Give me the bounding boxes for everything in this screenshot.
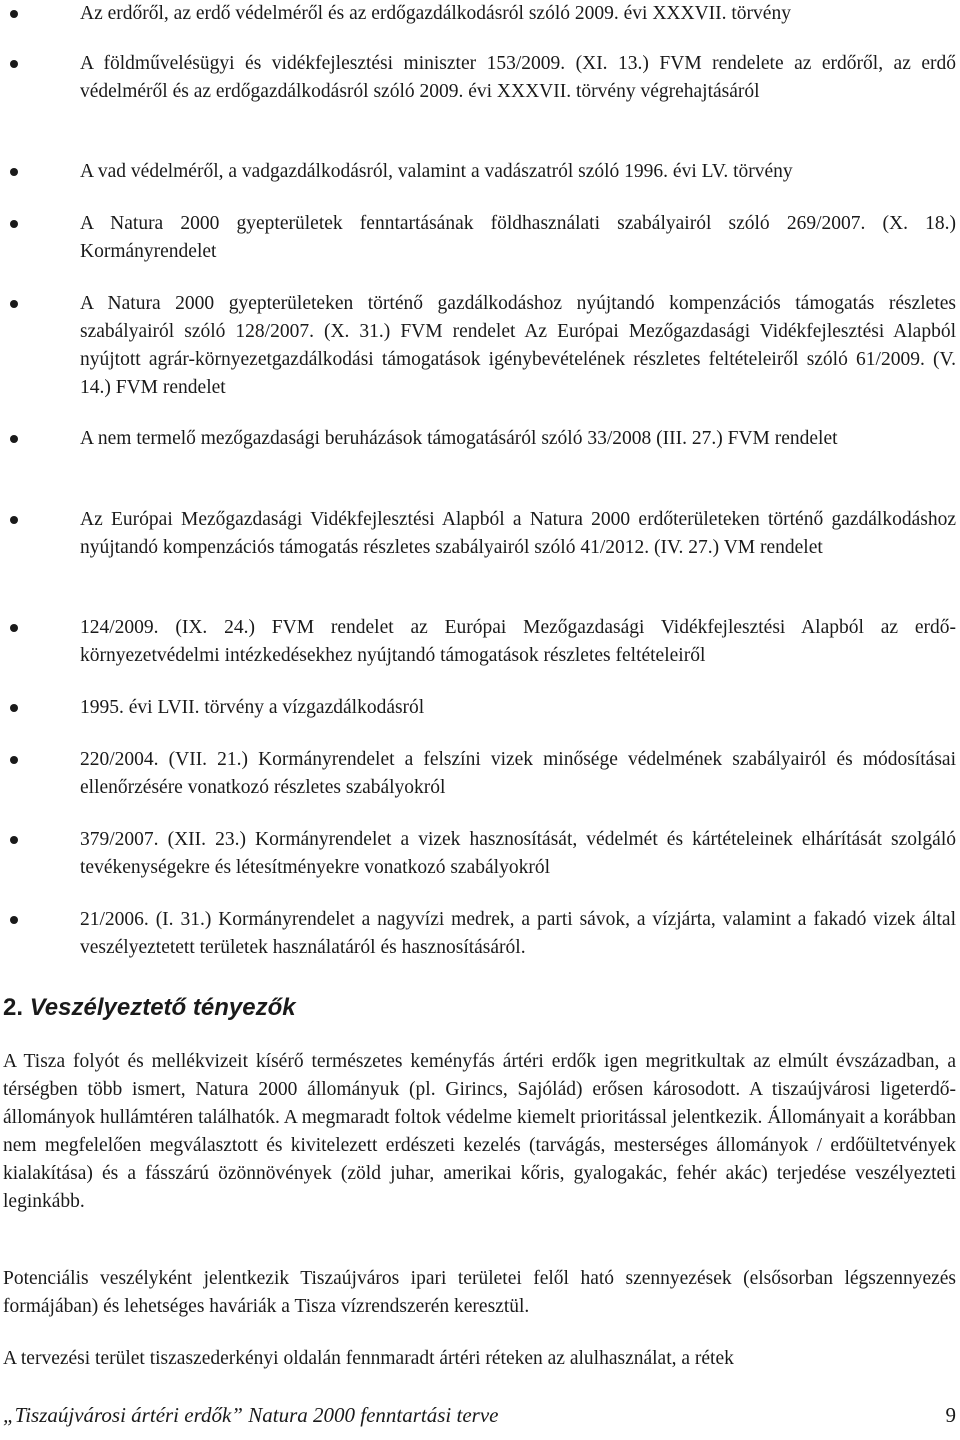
list-item-text: A földművelésügyi és vidékfejlesztési miniszter 153/2009. (XI. 13.) FVM rendelete az erdőről, az erdő védelméről és az erdőgazdálkodásról szóló 2009. évi XXXVII. törvény végrehajtásáról bbox=[80, 53, 956, 102]
list-item-text: Az erdőről, az erdő védelméről és az erdőgazdálkodásról szóló 2009. évi XXXVII. törvény bbox=[80, 3, 791, 24]
list-item bbox=[80, 50, 956, 106]
list-item bbox=[80, 290, 956, 402]
section-title: Veszélyeztető tényezők bbox=[29, 994, 296, 1021]
list-item-text: 220/2004. (VII. 21.) Kormányrendelet a felszíni vizek minősége védelmének szabályairól és módosításai ellenőrzésére vonatkozó részletes szabályokról bbox=[80, 749, 956, 798]
bullet-icon bbox=[10, 624, 18, 632]
list-item-text: 379/2007. (XII. 23.) Kormányrendelet a vizek hasznosítását, védelmét és kártételeinek elhárítását szolgáló tevékenységekre és létesítményekre vonatkozó szabályokról bbox=[80, 829, 956, 878]
list-item bbox=[80, 506, 956, 562]
bullet-icon bbox=[10, 836, 18, 844]
list-item bbox=[80, 826, 956, 882]
list-item bbox=[80, 906, 956, 962]
bullet-icon bbox=[10, 300, 18, 308]
body-paragraph: A tervezési terület tiszaszederkényi oldalán fennmaradt ártéri réteken az alulhasználat, a rétek bbox=[3, 1348, 734, 1369]
list-item-text: A nem termelő mezőgazdasági beruházások támogatásáról szóló 33/2008 (III. 27.) FVM rendelet bbox=[80, 428, 838, 449]
bullet-icon bbox=[10, 916, 18, 924]
list-item-text: Az Európai Mezőgazdasági Vidékfejlesztési Alapból a Natura 2000 erdőterületeken történő gazdálkodáshoz nyújtandó kompenzációs támogatás részletes szabályairól szóló 41/2012. (IV. 27.) VM rendelet bbox=[80, 509, 956, 558]
bullet-icon bbox=[10, 516, 18, 524]
list-item-text: 21/2006. (I. 31.) Kormányrendelet a nagyvízi medrek, a parti sávok, a vízjárta, valamint a fakadó vizek által veszélyeztetett területek használatáról és hasznosításáról. bbox=[80, 909, 956, 958]
list-item bbox=[80, 746, 956, 802]
footer-title: „Tiszaújvárosi ártéri erdők” Natura 2000 fenntartási terve bbox=[3, 1403, 499, 1427]
bullet-icon bbox=[10, 435, 18, 443]
body-paragraph: Potenciális veszélyként jelentkezik Tiszaújváros ipari területei felől ható szennyezések (elsősorban légszennyezés formájában) és lehetséges haváriák a Tisza vízrendszerén keresztül. bbox=[3, 1268, 956, 1317]
list-item bbox=[80, 694, 956, 722]
bullet-icon bbox=[10, 10, 18, 18]
bullet-icon bbox=[10, 168, 18, 176]
list-item-text: 124/2009. (IX. 24.) FVM rendelet az Európai Mezőgazdasági Vidékfejlesztési Alapból az erdő-környezetvédelmi intézkedésekhez nyújtandó támogatások részletes feltételeiről bbox=[80, 617, 956, 666]
section-heading bbox=[3, 994, 296, 1022]
page-number: 9 bbox=[945, 1403, 956, 1427]
body-paragraph: A Tisza folyót és mellékvizeit kísérő természetes keményfás ártéri erdők igen megritkultak az elmúlt évszázadban, a térségben több ismert, Natura 2000 állományuk (pl. Girincs, Sajólád) erősen károsodott. A tiszaújvárosi ligeterdő-állományok hullámtéren találhatók. A megmaradt foltok védelme kiemelt prioritással jelentkezik. Állományait a korábban nem megfelelően megválasztott és kivitelezett erdészeti kezelés (tarvágás, mesterséges állományok / erdőültetvények kialakítása) és a fásszárú özönnövények (zöld juhar, amerikai kőris, gyalogakác, fehér akác) terjedése veszélyezteti leginkább. bbox=[3, 1051, 956, 1212]
list-item bbox=[80, 0, 956, 28]
list-item bbox=[80, 614, 956, 670]
list-item-text: A Natura 2000 gyepterületek fenntartásának földhasználati szabályairól szóló 269/2007. (X. 18.) Kormányrendelet bbox=[80, 213, 956, 262]
bullet-icon bbox=[10, 220, 18, 228]
bullet-icon bbox=[10, 704, 18, 712]
list-item bbox=[80, 158, 956, 186]
section-number: 2. bbox=[3, 994, 24, 1021]
bullet-icon bbox=[10, 756, 18, 764]
list-item-text: A Natura 2000 gyepterületeken történő gazdálkodáshoz nyújtandó kompenzációs támogatás részletes szabályairól szóló 128/2007. (X. 31.) FVM rendelet Az Európai Mezőgazdasági Vidékfejlesztési Alapból nyújtott agrár-környezetgazdálkodási támogatások igénybevételének részletes feltételeiről szóló 61/2009. (V. 14.) FVM rendelet bbox=[80, 293, 956, 398]
list-item bbox=[80, 425, 956, 453]
bullet-icon bbox=[10, 60, 18, 68]
list-item bbox=[80, 210, 956, 266]
list-item-text: A vad védelméről, a vadgazdálkodásról, valamint a vadászatról szóló 1996. évi LV. törvény bbox=[80, 161, 793, 182]
list-item-text: 1995. évi LVII. törvény a vízgazdálkodásról bbox=[80, 697, 425, 718]
